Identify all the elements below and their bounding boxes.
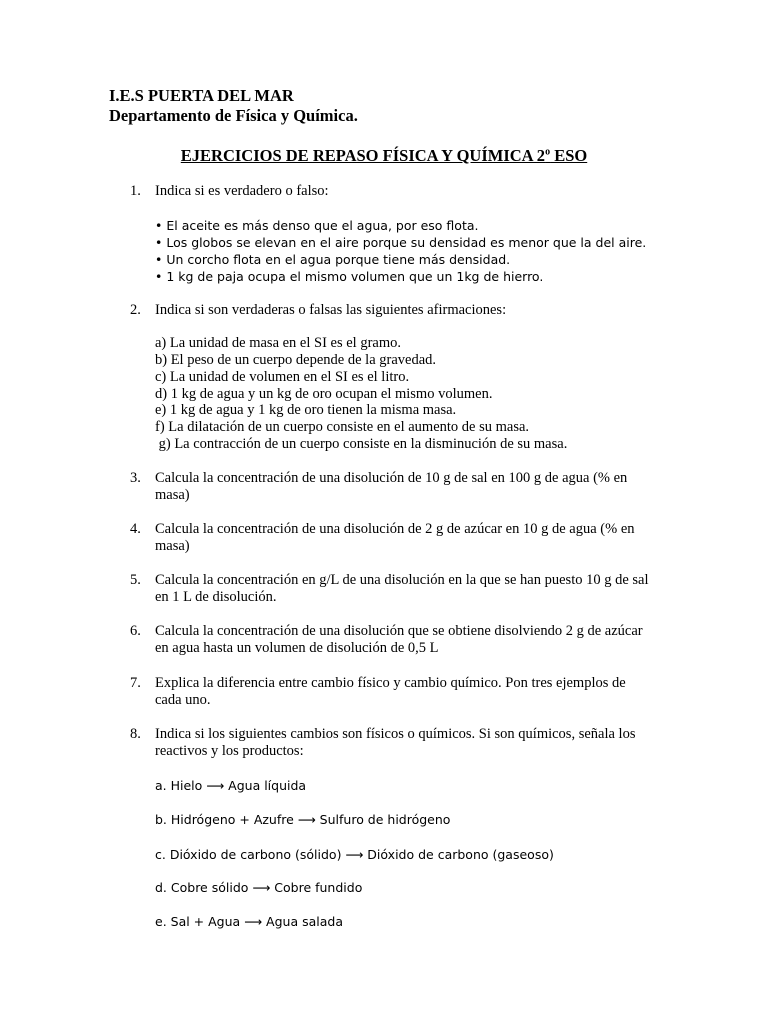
q1-bullet: • El aceite es más denso que el agua, por eso flota. xyxy=(155,218,479,233)
question-text: Indica si es verdadero o falso: xyxy=(155,183,329,199)
q2-statement: a) La unidad de masa en el SI es el gramo. xyxy=(155,335,402,351)
title-main: EJERCICIOS DE REPASO FÍSICA Y QUÍMICA 2 xyxy=(180,146,546,165)
question-text: Explica la diferencia entre cambio físico y cambio químico. Pon tres ejemplos de cada uno. xyxy=(155,675,626,708)
q2-statement: g) La contracción de un cuerpo consiste en la disminución de su masa. xyxy=(155,436,568,452)
department-name: Departamento de Física y Química. xyxy=(109,106,358,125)
q1-bullet: • Un corcho flota en el agua porque tiene más densidad. xyxy=(155,252,511,267)
q2-statement: d) 1 kg de agua y un kg de oro ocupan el mismo volumen. xyxy=(155,386,493,402)
question-number: 4. xyxy=(130,521,141,537)
title-superscript: o xyxy=(545,146,551,158)
question-text: Calcula la concentración en g/L de una disolución en la que se han puesto 10 g de sal en 1 L de disolución. xyxy=(155,572,649,605)
question-number: 2. xyxy=(130,302,141,318)
q2-statement: e) 1 kg de agua y 1 kg de oro tienen la misma masa. xyxy=(155,402,457,418)
question-number: 8. xyxy=(130,726,141,742)
q8-change-item: b. Hidrógeno + Azufre ⟶ Sulfuro de hidrógeno xyxy=(155,812,451,827)
q8-change-item: e. Sal + Agua ⟶ Agua salada xyxy=(155,914,344,929)
title-end: ESO xyxy=(550,146,588,165)
question-number: 1. xyxy=(130,183,141,199)
q8-change-item: a. Hielo ⟶ Agua líquida xyxy=(155,778,307,793)
question-number: 6. xyxy=(130,623,141,639)
question-text: Indica si los siguientes cambios son físicos o químicos. Si son químicos, señala los reactivos y los productos: xyxy=(155,726,636,759)
q2-statement: f) La dilatación de un cuerpo consiste en el aumento de su masa. xyxy=(155,419,530,435)
q2-statement: c) La unidad de volumen en el SI es el litro. xyxy=(155,369,410,385)
q8-change-item: d. Cobre sólido ⟶ Cobre fundido xyxy=(155,880,363,895)
question-text: Calcula la concentración de una disolución de 2 g de azúcar en 10 g de agua (% en masa) xyxy=(155,521,635,554)
question-number: 3. xyxy=(130,470,141,486)
q2-statement: b) El peso de un cuerpo depende de la gravedad. xyxy=(155,352,437,368)
question-text: Calcula la concentración de una disolución de 10 g de sal en 100 g de agua (% en masa) xyxy=(155,470,628,503)
question-number: 5. xyxy=(130,572,141,588)
question-number: 7. xyxy=(130,675,141,691)
q1-bullet: • 1 kg de paja ocupa el mismo volumen que un 1kg de hierro. xyxy=(155,269,544,284)
q1-bullet: • Los globos se elevan en el aire porque su densidad es menor que la del aire. xyxy=(155,235,647,250)
question-text: Calcula la concentración de una disolución que se obtiene disolviendo 2 g de azúcar en agua hasta un volumen de disolución de 0,5 L xyxy=(155,623,643,656)
q8-change-item: c. Dióxido de carbono (sólido) ⟶ Dióxido de carbono (gaseoso) xyxy=(155,847,554,862)
question-text: Indica si son verdaderas o falsas las siguientes afirmaciones: xyxy=(155,302,507,318)
page-title xyxy=(0,146,768,166)
header xyxy=(109,86,358,126)
school-name: I.E.S PUERTA DEL MAR xyxy=(109,86,294,105)
